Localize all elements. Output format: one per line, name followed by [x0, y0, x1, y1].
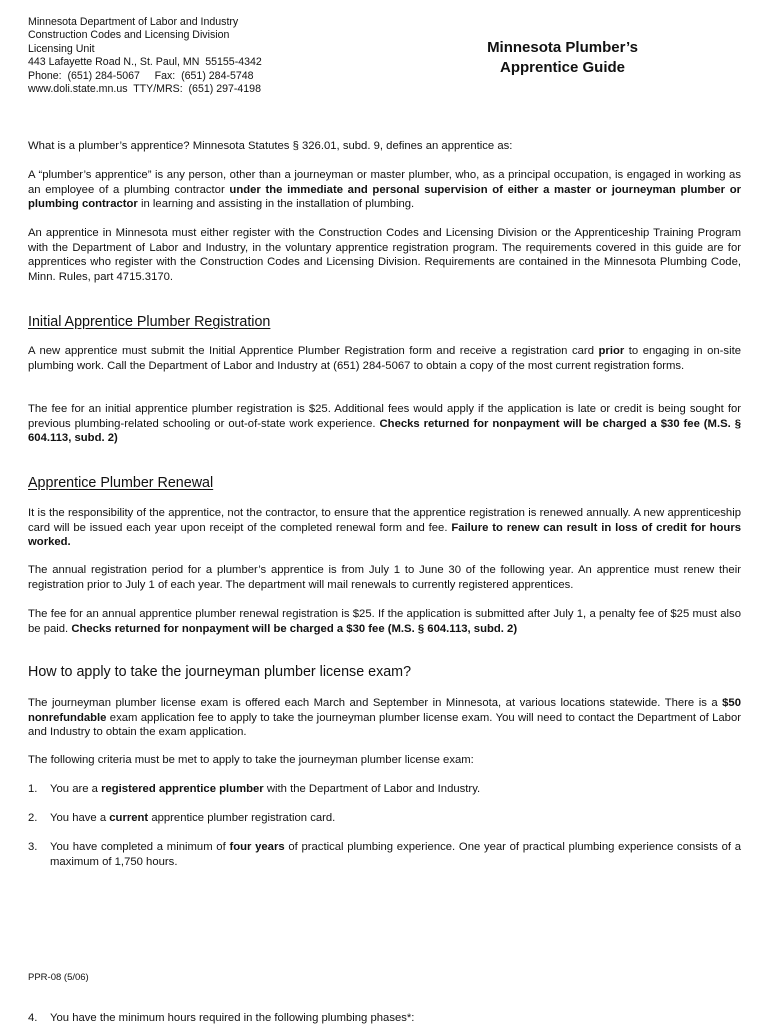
initial-fee-text: The fee for an initial apprentice plumber registration is $25. Additional fees would apply if the application is late or credit is being sought for previous plumbing-related schooling or out-of-state work experience.	[28, 403, 741, 430]
criterion-text-end: of practical plumbing experience. One year of practical plumbing experience consists of a maximum of 1,750 hours.	[50, 841, 741, 868]
criterion-number: 3.	[28, 841, 38, 853]
document-title	[455, 38, 670, 78]
agency-name: Minnesota Department of Labor and Industry	[28, 16, 239, 28]
criterion-number: 2.	[28, 812, 38, 824]
renewal-emphasis: Failure to renew can result in loss of credit for hours worked.	[28, 521, 741, 549]
renewal-text: It is the responsibility of the apprentice, not the contractor, to ensure that the apprentice registration is renewed annually. A new apprenticeship card will be issued each year upon receipt of the completed renewal form and fee.	[28, 507, 741, 534]
criterion-item	[50, 811, 741, 826]
agency-address: 443 Lafayette Road N., St. Paul, MN 55155-4342	[28, 56, 262, 69]
renewal-fee-text: The fee for an annual apprentice plumber renewal registration is $25. If the application is submitted after July 1, a penalty fee of $25 must also be paid.	[28, 608, 741, 635]
unit-name: Licensing Unit	[28, 42, 95, 55]
definition-text-end: in learning and assisting in the installation of plumbing.	[137, 198, 415, 211]
exam-info-text-end: exam application fee to apply to take the journeyman plumber license exam. You will need to contact the Department of Labor and Industry to obtain the exam application.	[28, 711, 741, 739]
initial-text: A new apprentice must submit the Initial Apprentice Plumber Registration form and receive a registration card	[28, 345, 599, 357]
renewal-fee-paragraph	[28, 607, 741, 636]
criterion-emphasis: current	[109, 812, 149, 824]
exam-criteria-intro: The following criteria must be met to apply to take the journeyman plumber license exam:	[28, 754, 474, 766]
exam-info-text: The journeyman plumber license exam is offered each March and September in Minnesota, at various locations statewide. There is a	[28, 697, 723, 709]
title-line-1: Minnesota Plumber’s	[487, 39, 638, 56]
criterion-text: You have the minimum hours required in the following plumbing phases*:	[50, 1012, 415, 1024]
division-name: Construction Codes and Licensing Division	[28, 29, 230, 42]
criterion-text-end: with the Department of Labor and Industry.	[263, 783, 481, 795]
agency-phone-fax: Phone: (651) 284-5067 Fax: (651) 284-5748	[28, 69, 254, 82]
form-code: PPR-08 (5/06)	[28, 972, 89, 983]
criterion-text: You have completed a minimum of	[50, 841, 230, 853]
definition-emphasis: under the immediate and personal supervision of either a master or journeyman plumber or plumbing contractor	[28, 183, 741, 211]
initial-registration-heading: Initial Apprentice Plumber Registration	[28, 314, 271, 330]
agency-contact-block	[28, 16, 262, 96]
registration-paragraph: An apprentice in Minnesota must either register with the Construction Codes and Licensing Division or the Apprenticeship Training Program with the Department of Labor and Industry, in the voluntary apprentice registration program. The requirements covered in this guide are for apprentices who register with the Construction Codes and Licensing Division. Requirements are contained in the Minnesota Plumbing Code, Minn. Rules, part 4715.3170.	[28, 227, 741, 283]
renewal-heading: Apprentice Plumber Renewal	[28, 475, 214, 491]
criterion-number: 4.	[28, 1012, 38, 1024]
criterion-text: You have a	[50, 812, 110, 824]
initial-fee-emphasis: Checks returned for nonpayment will be charged a $30 fee (M.S. § 604.113, subd. 2)	[28, 417, 741, 445]
apprentice-definition	[28, 168, 741, 212]
exam-fee-emphasis: $50 nonrefundable	[28, 697, 741, 724]
definition-text: A “plumber’s apprentice” is any person, other than a journeyman or master plumber, who, as a principal occupation, is engaged in working as an employee of a plumbing contractor	[28, 169, 741, 196]
criterion-item	[50, 782, 741, 797]
renewal-fee-emphasis: Checks returned for nonpayment will be charged a $30 fee (M.S. § 604.113, subd. 2)	[71, 622, 518, 635]
criterion-item	[50, 1011, 741, 1026]
criterion-emphasis: registered apprentice plumber	[101, 783, 264, 795]
initial-registration-paragraph	[28, 344, 741, 373]
criterion-emphasis: four years	[229, 841, 285, 853]
agency-website-tty: www.doli.state.mn.us TTY/MRS: (651) 297-4198	[28, 83, 261, 96]
criterion-text-end: apprentice plumber registration card.	[148, 812, 336, 824]
initial-emphasis-prior: prior	[598, 345, 625, 357]
exam-heading: How to apply to take the journeyman plumber license exam?	[28, 664, 412, 680]
intro-question: What is a plumber’s apprentice? Minnesota Statutes § 326.01, subd. 9, defines an apprentice as:	[28, 140, 513, 152]
initial-fee-paragraph	[28, 402, 741, 446]
renewal-period-paragraph: The annual registration period for a plumber’s apprentice is from July 1 to June 30 of the following year. An apprentice must renew their registration prior to July 1 of each year. The department will mail renewals to currently registered apprentices.	[28, 564, 741, 591]
initial-text-end: to engaging in on-site plumbing work. Call the Department of Labor and Industry at (651) 284-5067 to obtain a copy of the most current registration forms.	[28, 345, 741, 372]
exam-info-paragraph	[28, 696, 741, 740]
criterion-number: 1.	[28, 783, 38, 795]
criterion-item	[50, 840, 741, 869]
criterion-text: You are a	[50, 783, 102, 795]
title-line-2: Apprentice Guide	[499, 59, 626, 76]
renewal-responsibility-paragraph	[28, 506, 741, 550]
